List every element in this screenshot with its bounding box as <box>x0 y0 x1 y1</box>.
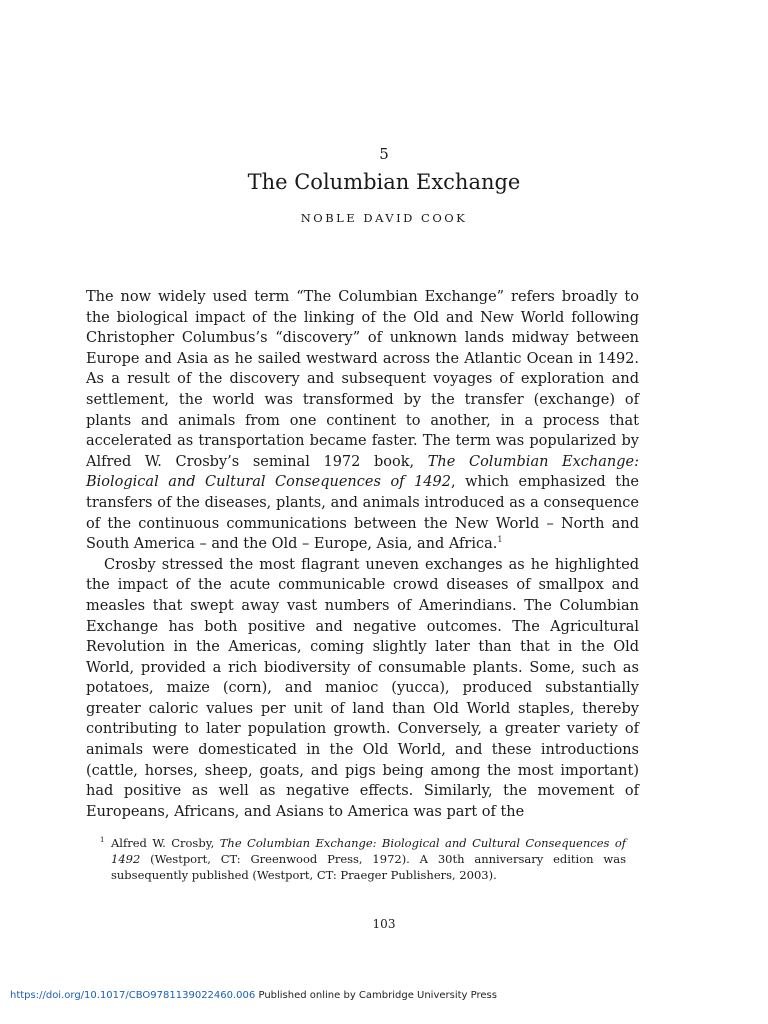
publication-note: Published online by Cambridge University Press <box>255 990 497 1001</box>
chapter-number: 5 <box>379 145 389 163</box>
paragraph-1-text-b: , which emphasized the transfers of the diseases, plants, and animals introduced as a consequence of the continuous communications between the New World – North and South America – and the Old – Europe, Asia, and Africa. <box>86 474 639 553</box>
book-title-italic: The Columbian Exchange: Biological and Cultural Consequences of 1492 <box>86 453 640 491</box>
footnote <box>100 835 626 883</box>
chapter-author: NOBLE DAVID COOK <box>300 211 468 225</box>
footnote-reference[interactable]: 1 <box>497 535 503 545</box>
paragraph-2: Crosby stressed the most flagrant uneven exchanges as he highlighted the impact of the acute communicable crowd diseases of smallpox and measles that swept away vast numbers of Amerindians. The Columbian Exchange has both positive and negative outcomes. The Agricultural Revolution in the Americas, coming slightly later than that in the Old World, provided a rich biodiversity of consumable plants. Some, such as potatoes, maize (corn), and manioc (yucca), produced substantially greater caloric values per unit of land than Old World staples, thereby contributing to later population growth. Conversely, a greater variety of animals were domesticated in the Old World, and these introductions (cattle, horses, sheep, goats, and pigs being among the most important) had positive as well as negative effects. Similarly, the movement of Europeans, Africans, and Asians to America was part of the <box>86 556 639 820</box>
body-text <box>86 287 639 822</box>
chapter-title: The Columbian Exchange <box>247 170 521 194</box>
footnote-text-b: (Westport, CT: Greenwood Press, 1972). A 30th anniversary edition was subsequently published (Westport, CT: Praeger Publishers, 2003). <box>111 852 626 882</box>
paragraph-1 <box>86 287 639 555</box>
page-number: 103 <box>372 917 396 931</box>
paragraph-1-text-a: The now widely used term “The Columbian Exchange” refers broadly to the biological impact of the linking of the Old and New World following Christopher Columbus’s “discovery” of unknown lands midway between Europe and Asia as he sailed westward across the Atlantic Ocean in 1492. As a result of the discovery and subsequent voyages of exploration and settlement, the world was transformed by the transfer (exchange) of plants and animals from one continent to another, in a process that accelerated as transportation became faster. The term was popularized by Alfred W. Crosby’s seminal 1972 book, <box>86 289 639 470</box>
doi-bar <box>10 990 497 1001</box>
footnote-book-title: The Columbian Exchange: Biological and Cultural Consequences of 1492 <box>111 836 626 866</box>
footnote-marker: 1 <box>100 836 105 844</box>
footnote-text-a: Alfred W. Crosby, <box>111 836 220 850</box>
doi-link[interactable]: https://doi.org/10.1017/CBO9781139022460.006 <box>10 990 256 1001</box>
